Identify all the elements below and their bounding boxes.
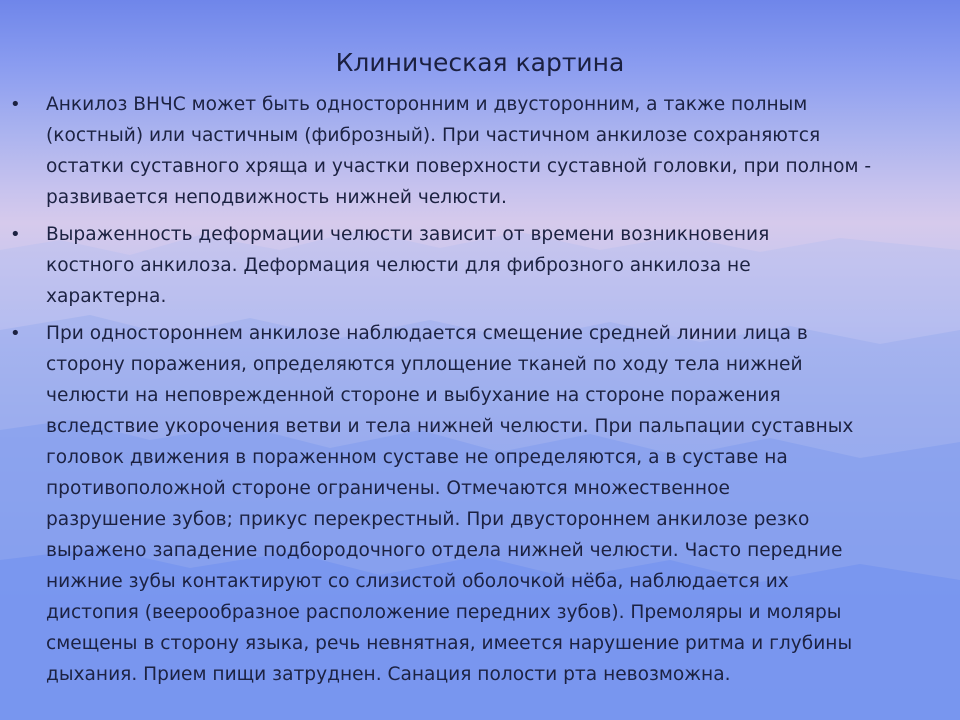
- bullet-line: разрушение зубов; прикус перекрестный. При двустороннем анкилозе резко: [46, 509, 810, 530]
- bullet-line: характерна.: [46, 286, 167, 307]
- bullet-line: смещены в сторону языка, речь невнятная, имеется нарушение ритма и глубины: [46, 633, 853, 654]
- bullet-line: противоположной стороне ограничены. Отмечаются множественное: [46, 478, 730, 499]
- bullet-line: остатки суставного хряща и участки поверхности суставной головки, при полном -: [46, 156, 872, 177]
- bullet-item: [46, 219, 946, 312]
- bullet-line: дыхания. Прием пищи затруднен. Санация полости рта невозможна.: [46, 664, 731, 685]
- bullet-line: развивается неподвижность нижней челюсти.: [46, 187, 507, 208]
- bullet-item: [46, 318, 946, 690]
- bullet-line: • Анкилоз ВНЧС может быть односторонним и двусторонним, а также полным: [46, 94, 808, 115]
- bullet-list: [46, 89, 946, 696]
- bullet-item: [46, 89, 946, 213]
- bullet-line: (костный) или частичным (фиброзный). При частичном анкилозе сохраняются: [46, 125, 821, 146]
- bullet-line: вследствие укорочения ветви и тела нижней челюсти. При пальпации суставных: [46, 416, 854, 437]
- bullet-line: нижние зубы контактируют со слизистой оболочкой нёба, наблюдается их: [46, 571, 789, 592]
- bullet-line: • Выраженность деформации челюсти зависит от времени возникновения: [46, 224, 770, 245]
- bullet-line: костного анкилоза. Деформация челюсти для фиброзного анкилоза не: [46, 255, 751, 276]
- bullet-line: челюсти на неповрежденной стороне и выбухание на стороне поражения: [46, 385, 781, 406]
- bullet-line: сторону поражения, определяются уплощение тканей по ходу тела нижней: [46, 354, 803, 375]
- bullet-line: дистопия (веерообразное расположение передних зубов). Премоляры и моляры: [46, 602, 842, 623]
- slide-title: Клиническая картина: [335, 48, 625, 77]
- bullet-line: • При одностороннем анкилозе наблюдается смещение средней линии лица в: [46, 323, 808, 344]
- bullet-line: выражено западение подбородочного отдела нижней челюсти. Часто передние: [46, 540, 843, 561]
- bullet-line: головок движения в пораженном суставе не определяются, а в суставе на: [46, 447, 788, 468]
